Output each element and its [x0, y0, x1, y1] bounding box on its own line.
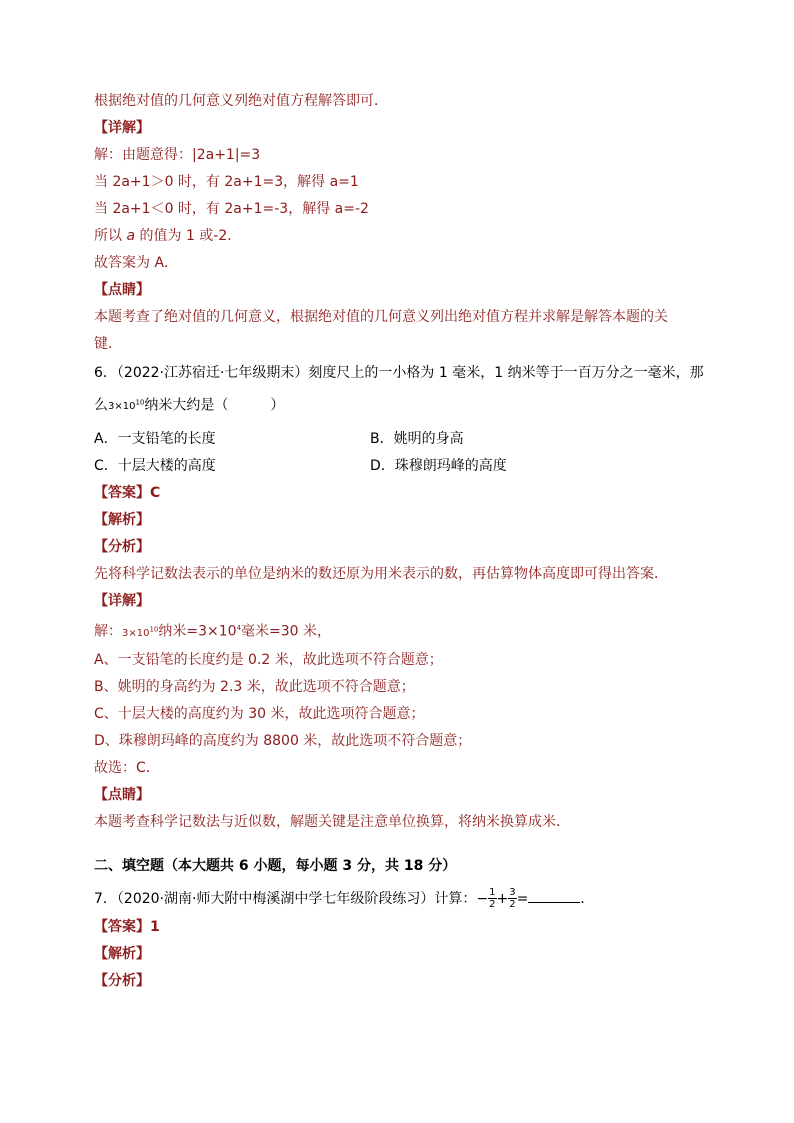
question-7-line [94, 884, 714, 914]
sci-exponent: 10 [149, 625, 159, 634]
text-line: A、一支铅笔的长度约是 0.2 米，故此选项不符合题意； [94, 651, 443, 668]
fraction-denominator: 2 [489, 899, 496, 911]
answer-label: 【答案】C [94, 485, 161, 502]
section-label-detail: 【详解】 [94, 120, 150, 136]
text-fragment: 么 [94, 397, 108, 414]
text-fragment: 所以 [94, 228, 122, 244]
text-line: 当 2a+1＞0 时，有 2a+1=3，解得 a=1 [94, 174, 359, 190]
fraction-2 [508, 887, 516, 910]
question-6-line1: 6．（2022·江苏宿迁·七年级期末）刻度尺上的一小格为 1 毫米，1 纳米等于一百万分之一毫米，那 [94, 365, 704, 381]
minus-sign: − [476, 890, 489, 907]
text-fragment: 7．（2020·湖南·师大附中梅溪湖中学七年级阶段练习）计算： [94, 890, 477, 907]
option-d: D．珠穆朗玛峰的高度 [370, 458, 507, 475]
section-label-analysis: 【解析】 [94, 512, 150, 529]
sci-notation [108, 401, 144, 412]
text-line: 解：由题意得：|2a+1|=3 [94, 147, 261, 163]
section-label-fenxi: 【分析】 [94, 539, 150, 556]
sci-exponent: 10 [135, 399, 145, 407]
text-fragment: 纳米=3×10 [158, 623, 237, 640]
text-fragment: 纳米大约是（ ） [144, 397, 285, 414]
variable-a: a [126, 228, 136, 244]
text-line: 键． [94, 336, 122, 352]
section-label-comment: 【点睛】 [94, 282, 150, 298]
fraction-1 [488, 887, 496, 910]
text-line: 先将科学记数法表示的单位是纳米的数还原为用米表示的数，再估算物体高度即可得出答案． [94, 566, 668, 583]
sci-exponent: 4 [236, 624, 242, 633]
question-6-options [94, 426, 714, 480]
option-a: A．一支铅笔的长度 [94, 431, 216, 448]
document-page [94, 88, 714, 995]
text-line: 本题考查了绝对值的几何意义，根据绝对值的几何意义列出绝对值方程并求解是解答本题的关 [94, 309, 668, 325]
text-fragment: 毫米=30 米， [241, 623, 332, 640]
text-line [94, 615, 714, 647]
text-line [94, 223, 714, 250]
text-line: 根据绝对值的几何意义列绝对值方程解答即可． [94, 93, 388, 109]
text-line: 本题考查科学记数法与近似数，解题关键是注意单位换算，将纳米换算成米． [94, 813, 570, 830]
text-fragment: ． [580, 890, 595, 907]
fraction-numerator: 3 [509, 887, 516, 899]
text-line: 故选：C． [94, 759, 160, 776]
answer-label: 【答案】1 [94, 918, 160, 935]
text-fragment: 的值为 1 或-2． [139, 228, 242, 244]
sci-base: 3×10 [122, 627, 150, 639]
fraction-numerator: 1 [489, 887, 496, 899]
text-line: 故答案为 A． [94, 255, 179, 271]
option-c: C．十层大楼的高度 [94, 458, 216, 475]
sci-notation [122, 625, 159, 639]
fraction-denominator: 2 [509, 899, 516, 911]
text-line: B、姚明的身高约为 2.3 米，故此选项不符合题意； [94, 678, 415, 695]
text-line: D、珠穆朗玛峰的高度约为 8800 米，故此选项不符合题意； [94, 732, 472, 749]
text-line: C、十层大楼的高度约为 30 米，故此选项符合题意； [94, 705, 425, 722]
answer-blank [528, 888, 580, 903]
section-label-comment: 【点睛】 [94, 786, 150, 803]
option-b: B．姚明的身高 [370, 431, 464, 448]
text-line: 当 2a+1＜0 时，有 2a+1=-3，解得 a=-2 [94, 201, 369, 217]
section-2-title: 二、填空题（本大题共 6 小题，每小题 3 分，共 18 分） [94, 857, 457, 874]
question-6-line2 [94, 388, 714, 422]
equals-sign: = [516, 890, 529, 907]
text-fragment: 解： [94, 623, 122, 640]
sci-base: 3×10 [108, 401, 136, 413]
section-label-detail: 【详解】 [94, 593, 150, 610]
section-label-analysis: 【解析】 [94, 945, 150, 962]
plus-sign: + [496, 890, 509, 907]
section-label-fenxi: 【分析】 [94, 972, 150, 989]
